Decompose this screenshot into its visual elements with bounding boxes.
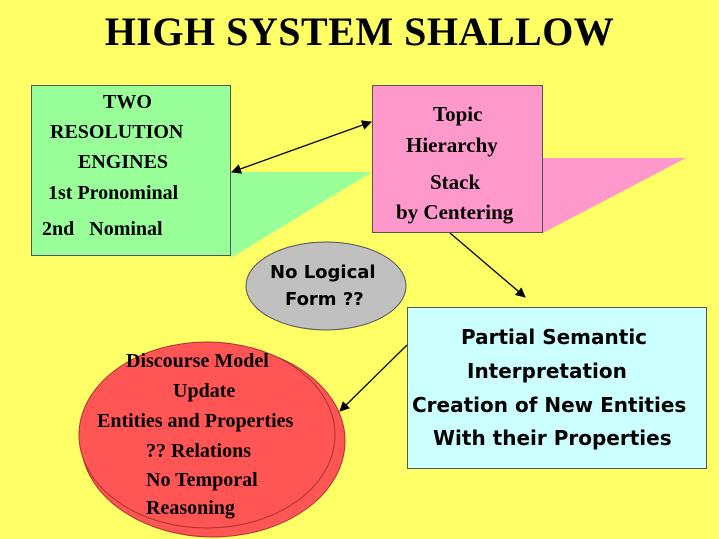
discourse-line-5: No Temporal [146,469,258,491]
resolution-line-2: RESOLUTION [50,121,184,143]
no-logical-form-ellipse [246,242,406,330]
semantic-line-3: Creation of New Entities [412,393,687,417]
arrow-semantic-discourse [340,345,407,411]
discourse-line-2: Update [173,380,236,402]
discourse-line-1: Discourse Model [126,350,269,372]
pink-shadow-wedge [543,158,686,233]
resolution-line-5: 2nd Nominal [42,218,163,240]
page-title: HIGH SYSTEM SHALLOW [104,9,615,54]
topic-line-1: Topic [433,102,483,126]
no-logical-line-2: Form ?? [285,289,364,310]
discourse-line-6: Reasoning [146,497,235,519]
semantic-line-1: Partial Semantic [461,325,648,349]
resolution-line-1: TWO [103,91,152,113]
discourse-line-4: ?? Relations [146,440,251,462]
arrow-topic-resolution [232,122,371,172]
topic-line-4: by Centering [396,200,514,224]
no-logical-line-1: No Logical [270,262,376,283]
topic-line-2: Hierarchy [406,133,498,157]
semantic-line-4: With their Properties [433,426,672,450]
topic-line-3: Stack [430,170,481,194]
semantic-line-2: Interpretation [467,359,627,383]
arrow-topic-semantic [450,233,525,297]
resolution-line-4: 1st Pronominal [48,182,179,204]
discourse-line-3: Entities and Properties [97,410,294,432]
resolution-line-3: ENGINES [78,151,169,173]
